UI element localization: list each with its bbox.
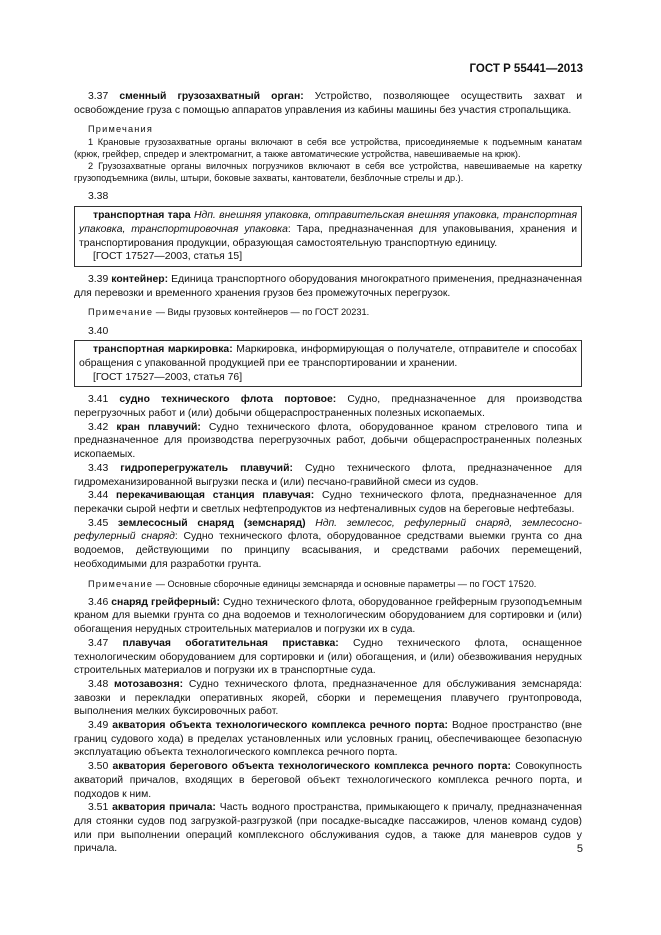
document-body	[74, 90, 582, 856]
term-title: перекачивающая станция плавучая:	[116, 490, 315, 502]
term-3-39: 3.39 контейнер: Единица транспортного оборудования многократного применения, предназначенная для перевозки и временного хранения грузов без промежуточных перегрузок.	[74, 273, 582, 299]
term-title: снаряд грейферный:	[111, 596, 220, 608]
term-definition: Совокупность акваторий причалов, входящих в береговой объект технологического комплекса речного порта, и подходов к ним.	[74, 761, 583, 800]
term-3-50: 3.50 акватория берегового объекта технологического комплекса речного порта: Совокупность акваторий причалов, входящих в береговой объект технологического комплекса речного порта, и подходов к ним.	[74, 761, 583, 800]
term-title: землесосный снаряд (земснаряд)	[117, 517, 306, 529]
term-source: [ГОСТ 17527—2003, статья 76]	[93, 371, 243, 383]
term-number: 3.38	[88, 191, 109, 203]
term-source: [ГОСТ 17527—2003, статья 15]	[93, 251, 243, 263]
term-box-3-38	[74, 206, 582, 267]
term-definition: Судно технического флота, оборудованное краном стрелового типа и предназначенное для производства перегрузочных работ, добычи общераспространенных полезных ископаемых.	[74, 421, 582, 461]
term-title: контейнер:	[111, 273, 169, 285]
term-definition: Судно технического флота, оснащенное технологическим оборудованием для сортировки и (или) обогащения, и (или) обезвоживания нерудных строительных материалов и погрузки их в транспортные суда.	[74, 637, 582, 677]
term-3-47: 3.47 плавучая обогатительная приставка: Судно технического флота, оснащенное технологическим оборудованием для сортировки и (или) обогащения, и (или) обезвоживания нерудных строительных материалов и погрузки их в транспортные суда.	[74, 637, 582, 677]
term-3-46: 3.46 снаряд грейферный: Судно технического флота, оборудованное грейферным грузоподъемным краном для выемки грунта со дна водоемов и технологическим оборудованием для сортировки и (или) обогащения нерудных строительных материалов и погрузки их в суда.	[74, 596, 582, 636]
term-definition: Судно технического флота, предназначенное для обслуживания земснаряда: завозки и перекладки оперативных якорей, сборки и перемещения плавучего грунтопровода, выполнения мелких буксировочных работ.	[74, 678, 583, 718]
term-3-44: 3.44 перекачивающая станция плавучая: Судно технического флота, предназначенное для перекачки сырой нефти и светлых нефтепродуктов из нефтеналивных судов на береговые нефтебазы.	[74, 490, 583, 515]
term-title: транспортная маркировка:	[93, 344, 233, 356]
term-3-49: 3.49 акватория объекта технологического комплекса речного порта: Водное пространство (вне границ судового хода) в пределах установленных или условных границ, обеспечивающее безопасную эксплуатацию объекта технологического комплекса речного порта.	[74, 720, 583, 759]
term-3-41: 3.41 судно технического флота портовое: Судно, предназначенное для производства перегрузочных работ и (или) добычи общераспространенных полезных ископаемых.	[74, 394, 583, 420]
term-3-37	[74, 90, 582, 117]
term-title: транспортная тара	[93, 210, 191, 222]
term-title: сменный грузозахватный орган:	[119, 91, 304, 102]
term-synonyms: Ндп. землесос, рефулерный снаряд, землесосно-рефулерный снаряд	[74, 517, 583, 543]
term-definition: Устройство, позволяющее осуществить захват и освобождение груза с помощью аппаратов управления из кабины машины без участия стропальщика.	[74, 91, 583, 116]
term-definition: Единица транспортного оборудования многократного применения, предназначенная для перевозки и временного хранения грузов без промежуточных перегрузок.	[74, 273, 582, 299]
term-definition: Маркировка, информирующая о получателе, отправителе и способах обращения с упакованной продукцией при ее транспортировании и хранении.	[79, 344, 577, 369]
page-number: 5	[576, 843, 583, 855]
term-synonyms: Ндп. внешняя упаковка, отправительская внешняя упаковка, транспортная упаковка, транспортировочная упаковка	[79, 210, 577, 235]
term-definition: Судно технического флота, оборудованное грейферным грузоподъемным краном для выемки грунта со дна водоемов и технологическим оборудованием для сортировки и (или) обогащения нерудных строительных материалов и погрузки их в суда.	[74, 596, 582, 636]
term-definition: Судно технического флота, предназначенное для гидромеханизированной выгрузки песка и (или) песчано-гравийной смеси из судов.	[74, 462, 582, 488]
term-title: акватория объекта технологического комплекса речного порта:	[112, 720, 448, 732]
term-box-3-40	[74, 340, 582, 387]
term-3-42: 3.42 кран плавучий: Судно технического флота, оборудованное краном стрелового типа и предназначенное для производства перегрузочных работ, добычи общераспространенных полезных ископаемых.	[74, 421, 582, 461]
term-number: 3.37	[88, 91, 109, 102]
term-definition: : Судно технического флота, оборудованное средствами выемки грунта со дна водоемов, действующими по принципу всасывания, и средствами рабочих перемещений, необходимыми для разработки грунта.	[74, 531, 582, 570]
note-label: Примечания	[88, 124, 154, 135]
term-definition: Часть водного пространства, примыкающего к причалу, предназначенная для стоянки судов под загрузкой-разгрузкой (при посадке-высадке пассажиров, членов команд судов) или при выполнении операций комплексного обслуживания судов, а также для маневров судов у причала.	[74, 802, 582, 855]
note-text: Примечание — Основные сборочные единицы земснаряда и основные параметры — по ГОСТ 17520.	[88, 578, 537, 589]
term-title: мотозавозня:	[114, 678, 184, 690]
term-title: акватория берегового объекта технологического комплекса речного порта:	[112, 761, 511, 773]
term-3-48: 3.48 мотозавозня: Судно технического флота, предназначенное для обслуживания земснаряда: завозки и перекладки оперативных якорей, сборки и перемещения плавучего грунтопровода, выполнения мелких буксировочных работ.	[74, 678, 583, 718]
term-definition: Судно, предназначенное для производства перегрузочных работ и (или) добычи общераспространенных полезных ископаемых.	[74, 394, 583, 420]
term-title: судно технического флота портовое:	[119, 394, 337, 406]
term-number: 3.40	[88, 325, 109, 337]
term-definition: : Тара, предназначенная для упаковывания, хранения и транспортирования продукции, образующая самостоятельную транспортную единицу.	[79, 223, 578, 249]
note-text: Примечание — Виды грузовых контейнеров — по ГОСТ 20231.	[88, 307, 370, 318]
term-title: гидроперегружатель плавучий:	[120, 462, 293, 474]
term-title: плавучая обогатительная приставка:	[122, 637, 339, 649]
term-title: кран плавучий:	[116, 421, 201, 433]
term-definition: Водное пространство (вне границ судового хода) в пределах установленных или условных границ, обеспечивающее безопасную эксплуатацию объекта технологического комплекса речного порта.	[74, 720, 583, 759]
term-definition: Судно технического флота, предназначенное для перекачки сырой нефти и светлых нефтепродуктов из нефтеналивных судов на береговые нефтебазы.	[74, 490, 583, 515]
note-text: 1 Крановые грузозахватные органы включают в себя все устройства, присоединяемые к подъемным канатам (крюк, грейфер, спредер и электромагнит, а также автоматические устройства, навешиваемые на крюк).	[74, 136, 582, 159]
term-3-45: 3.45 землесосный снаряд (земснаряд) Ндп. землесос, рефулерный снаряд, землесосно-рефулерный снаряд: Судно технического флота, оборудованное средствами выемки грунта со дна водоемов, действующими по принципу всасывания, и средствами рабочих перемещений, необходимыми для разработки грунта.	[74, 517, 583, 570]
term-3-43: 3.43 гидроперегружатель плавучий: Судно технического флота, предназначенное для гидромеханизированной выгрузки песка и (или) песчано-гравийной смеси из судов.	[74, 462, 582, 488]
note-text: 2 Грузозахватные органы вилочных погрузчиков включают в себя все устройства, навешиваемые на каретку грузоподъемника (вилы, штыри, боковые захваты, кантователи, безблочные стрелы и др.).	[74, 161, 582, 184]
document-header: ГОСТ Р 55441—2013	[469, 63, 583, 75]
term-title: акватория причала:	[112, 802, 216, 814]
term-3-51: 3.51 акватория причала: Часть водного пространства, примыкающего к причалу, предназначенная для стоянки судов под загрузкой-разгрузкой (при посадке-высадке пассажиров, членов команд судов) или при выполнении операций комплексного обслуживания судов, а также для маневров судов у причала.	[74, 802, 582, 855]
